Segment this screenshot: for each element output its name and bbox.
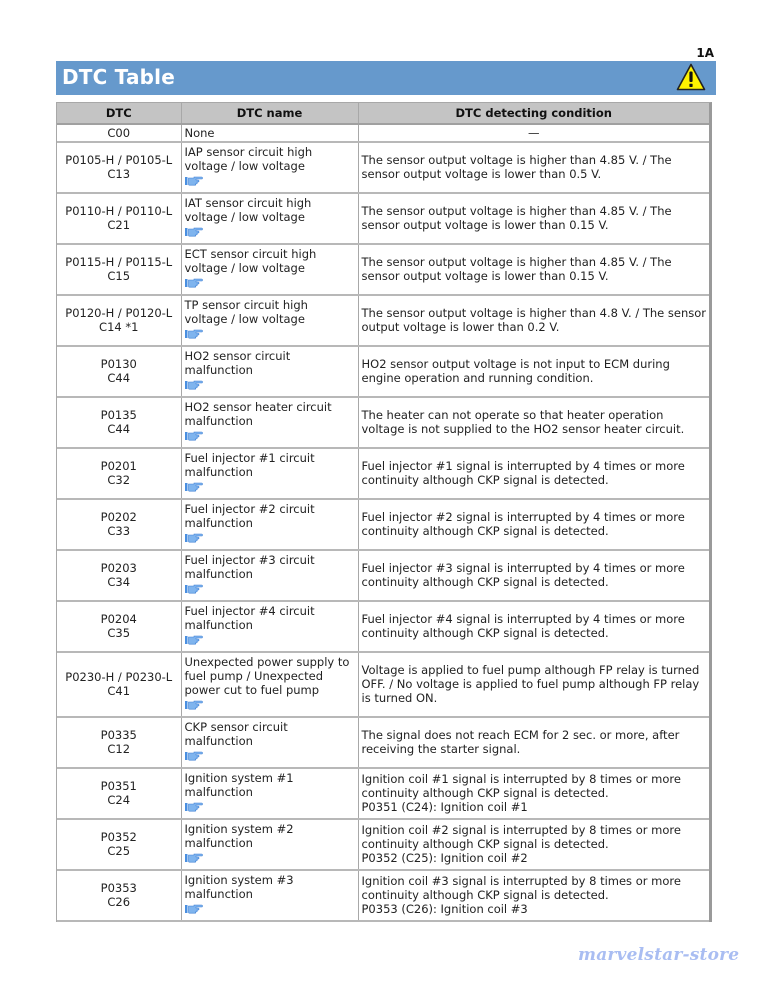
dtc-name: Ignition system #2 malfunction xyxy=(184,822,294,850)
dtc-code-cell xyxy=(57,193,181,244)
dtc-code: P0351 xyxy=(100,779,137,793)
dtc-code-cell xyxy=(57,717,181,768)
detecting-condition-text: Ignition coil #3 signal is interrupted by 8 times or more continuity although CKP signal is detected. xyxy=(361,874,681,902)
dtc-name: HO2 sensor heater circuit malfunction xyxy=(184,400,332,428)
pointing-hand-reference-icon[interactable] xyxy=(185,853,203,863)
dtc-code-cell xyxy=(57,295,181,346)
dtc-code: C25 xyxy=(107,844,131,858)
detecting-condition-cell xyxy=(358,142,709,193)
dtc-name: CKP sensor circuit malfunction xyxy=(184,720,288,748)
dtc-name-cell xyxy=(181,142,358,193)
table-row xyxy=(57,244,709,295)
page-number: 1A xyxy=(696,46,714,60)
pointing-hand-reference-icon[interactable] xyxy=(185,380,203,390)
table-row xyxy=(57,652,709,717)
detecting-condition-cell xyxy=(358,295,709,346)
table-row xyxy=(57,601,709,652)
dtc-code-cell xyxy=(57,142,181,193)
detecting-condition-cell xyxy=(358,870,709,921)
dtc-code-cell xyxy=(57,346,181,397)
detecting-condition-text: The sensor output voltage is higher than 4.8 V. / The sensor output voltage is lower than 0.2 V. xyxy=(361,306,707,334)
detecting-condition-text: P0353 (C26): Ignition coil #3 xyxy=(361,902,528,916)
dtc-code: P0201 xyxy=(100,459,137,473)
table-row xyxy=(57,499,709,550)
watermark: marvelstar-store xyxy=(578,945,740,965)
dtc-table xyxy=(56,102,712,922)
dtc-name-cell xyxy=(181,499,358,550)
detecting-condition-text: The signal does not reach ECM for 2 sec. or more, after receiving the starter signal. xyxy=(361,728,680,756)
dtc-name-cell xyxy=(181,717,358,768)
pointing-hand-reference-icon[interactable] xyxy=(185,329,203,339)
table-body xyxy=(57,124,709,921)
detecting-condition-text: The sensor output voltage is higher than 4.85 V. / The sensor output voltage is lower than 0.5 V. xyxy=(361,153,672,181)
dtc-code: C14 *1 xyxy=(99,320,139,334)
detecting-condition-text: HO2 sensor output voltage is not input to ECM during engine operation and running condition. xyxy=(361,357,670,385)
detecting-condition-cell xyxy=(358,397,709,448)
dtc-code: P0135 xyxy=(100,408,137,422)
dtc-name-cell xyxy=(181,652,358,717)
table-row xyxy=(57,124,709,142)
dtc-code: P0120-H / P0120-L xyxy=(65,306,173,320)
dtc-name: Fuel injector #2 circuit malfunction xyxy=(184,502,315,530)
dtc-name: HO2 sensor circuit malfunction xyxy=(184,349,291,377)
dtc-code: P0353 xyxy=(100,881,137,895)
dtc-code: C21 xyxy=(107,218,131,232)
dtc-code: C15 xyxy=(107,269,131,283)
dtc-code: P0230-H / P0230-L xyxy=(65,670,173,684)
dtc-code: P0115-H / P0115-L xyxy=(65,255,173,269)
dtc-code-cell xyxy=(57,870,181,921)
dtc-name-cell xyxy=(181,768,358,819)
table-row xyxy=(57,346,709,397)
dtc-code: P0335 xyxy=(100,728,137,742)
dtc-name-cell xyxy=(181,193,358,244)
detecting-condition-cell xyxy=(358,601,709,652)
detecting-condition-cell xyxy=(358,346,709,397)
detecting-condition-text: P0352 (C25): Ignition coil #2 xyxy=(361,851,528,865)
dtc-code-cell xyxy=(57,499,181,550)
detecting-condition-cell xyxy=(358,193,709,244)
dtc-code: C41 xyxy=(107,684,131,698)
detecting-condition-text: Ignition coil #2 signal is interrupted by 8 times or more continuity although CKP signal is detected. xyxy=(361,823,681,851)
column-header-detecting-condition: DTC detecting condition xyxy=(358,103,709,124)
table-header-row xyxy=(57,103,709,124)
dtc-code: P0352 xyxy=(100,830,137,844)
dtc-code-cell xyxy=(57,601,181,652)
dtc-name-cell xyxy=(181,397,358,448)
table-row xyxy=(57,550,709,601)
dtc-name-cell xyxy=(181,819,358,870)
dtc-code: C44 xyxy=(107,371,131,385)
dtc-code-cell xyxy=(57,124,181,142)
dtc-name: TP sensor circuit high voltage / low voltage xyxy=(184,298,308,326)
dtc-code-cell xyxy=(57,652,181,717)
detecting-condition-cell xyxy=(358,717,709,768)
dtc-code-cell xyxy=(57,448,181,499)
pointing-hand-reference-icon[interactable] xyxy=(185,227,203,237)
section-title-bar xyxy=(56,61,716,95)
dtc-name: Unexpected power supply to fuel pump / Unexpected power cut to fuel pump xyxy=(184,655,350,697)
dtc-code: C35 xyxy=(107,626,131,640)
dtc-code: P0203 xyxy=(100,561,137,575)
dtc-code: C32 xyxy=(107,473,131,487)
table-row xyxy=(57,768,709,819)
detecting-condition-cell xyxy=(358,768,709,819)
detecting-condition-cell xyxy=(358,499,709,550)
dtc-name-cell xyxy=(181,244,358,295)
pointing-hand-reference-icon[interactable] xyxy=(185,700,203,710)
detecting-condition-cell xyxy=(358,124,709,142)
detecting-condition-text: Ignition coil #1 signal is interrupted by 8 times or more continuity although CKP signal is detected. xyxy=(361,772,681,800)
pointing-hand-reference-icon[interactable] xyxy=(185,904,203,914)
dtc-name: IAP sensor circuit high voltage / low voltage xyxy=(184,145,313,173)
dtc-code-cell xyxy=(57,550,181,601)
detecting-condition-text: — xyxy=(528,126,540,140)
dtc-name: Fuel injector #3 circuit malfunction xyxy=(184,553,315,581)
column-header-dtc-name: DTC name xyxy=(181,103,358,124)
dtc-code: C33 xyxy=(107,524,131,538)
pointing-hand-reference-icon[interactable] xyxy=(185,176,203,186)
page-title: DTC Table xyxy=(62,65,175,89)
dtc-code-cell xyxy=(57,244,181,295)
detecting-condition-text: Voltage is applied to fuel pump although FP relay is turned OFF. / No voltage is applied to fuel pump although FP relay is turned ON. xyxy=(361,663,700,705)
detecting-condition-cell xyxy=(358,819,709,870)
dtc-name: ECT sensor circuit high voltage / low voltage xyxy=(184,247,317,275)
dtc-name: Fuel injector #1 circuit malfunction xyxy=(184,451,315,479)
detecting-condition-text: Fuel injector #4 signal is interrupted by 4 times or more continuity although CKP signal is detected. xyxy=(361,612,685,640)
pointing-hand-reference-icon[interactable] xyxy=(185,751,203,761)
table-row xyxy=(57,193,709,244)
dtc-code: C26 xyxy=(107,895,131,909)
table-row xyxy=(57,397,709,448)
detecting-condition-cell xyxy=(358,652,709,717)
detecting-condition-cell xyxy=(358,448,709,499)
dtc-name: None xyxy=(184,126,215,140)
dtc-code: C24 xyxy=(107,793,131,807)
detecting-condition-cell xyxy=(358,244,709,295)
dtc-name-cell xyxy=(181,124,358,142)
pointing-hand-reference-icon[interactable] xyxy=(185,584,203,594)
dtc-code: C12 xyxy=(107,742,131,756)
table-row xyxy=(57,717,709,768)
dtc-code-cell xyxy=(57,768,181,819)
dtc-code-cell xyxy=(57,819,181,870)
pointing-hand-reference-icon[interactable] xyxy=(185,278,203,288)
detecting-condition-text: Fuel injector #2 signal is interrupted by 4 times or more continuity although CKP signal is detected. xyxy=(361,510,685,538)
dtc-name-cell xyxy=(181,346,358,397)
dtc-name: IAT sensor circuit high voltage / low voltage xyxy=(184,196,312,224)
detecting-condition-text: The sensor output voltage is higher than 4.85 V. / The sensor output voltage is lower than 0.15 V. xyxy=(361,204,672,232)
table-row xyxy=(57,448,709,499)
dtc-code: P0130 xyxy=(100,357,137,371)
dtc-code: P0105-H / P0105-L xyxy=(65,153,173,167)
warning-triangle-icon xyxy=(676,63,706,91)
dtc-code: P0202 xyxy=(100,510,137,524)
dtc-code: C00 xyxy=(107,126,131,140)
pointing-hand-reference-icon[interactable] xyxy=(185,635,203,645)
dtc-code-cell xyxy=(57,397,181,448)
detecting-condition-text: Fuel injector #3 signal is interrupted by 4 times or more continuity although CKP signal is detected. xyxy=(361,561,685,589)
detecting-condition-text: P0351 (C24): Ignition coil #1 xyxy=(361,800,528,814)
table-row xyxy=(57,870,709,921)
dtc-name: Fuel injector #4 circuit malfunction xyxy=(184,604,315,632)
dtc-code: P0110-H / P0110-L xyxy=(65,204,173,218)
table-row xyxy=(57,819,709,870)
dtc-code: C34 xyxy=(107,575,131,589)
column-header-dtc: DTC xyxy=(57,103,181,124)
dtc-name: Ignition system #1 malfunction xyxy=(184,771,294,799)
pointing-hand-reference-icon[interactable] xyxy=(185,533,203,543)
pointing-hand-reference-icon[interactable] xyxy=(185,802,203,812)
pointing-hand-reference-icon[interactable] xyxy=(185,431,203,441)
dtc-name-cell xyxy=(181,448,358,499)
dtc-name-cell xyxy=(181,870,358,921)
detecting-condition-text: Fuel injector #1 signal is interrupted by 4 times or more continuity although CKP signal is detected. xyxy=(361,459,685,487)
dtc-code: C13 xyxy=(107,167,131,181)
dtc-name: Ignition system #3 malfunction xyxy=(184,873,294,901)
detecting-condition-cell xyxy=(358,550,709,601)
dtc-name-cell xyxy=(181,295,358,346)
detecting-condition-text: The heater can not operate so that heater operation voltage is not supplied to the HO2 sensor heater circuit. xyxy=(361,408,685,436)
pointing-hand-reference-icon[interactable] xyxy=(185,482,203,492)
dtc-name-cell xyxy=(181,601,358,652)
detecting-condition-text: The sensor output voltage is higher than 4.85 V. / The sensor output voltage is lower than 0.15 V. xyxy=(361,255,672,283)
dtc-name-cell xyxy=(181,550,358,601)
table-row xyxy=(57,295,709,346)
table-row xyxy=(57,142,709,193)
dtc-code: P0204 xyxy=(100,612,137,626)
dtc-code: C44 xyxy=(107,422,131,436)
